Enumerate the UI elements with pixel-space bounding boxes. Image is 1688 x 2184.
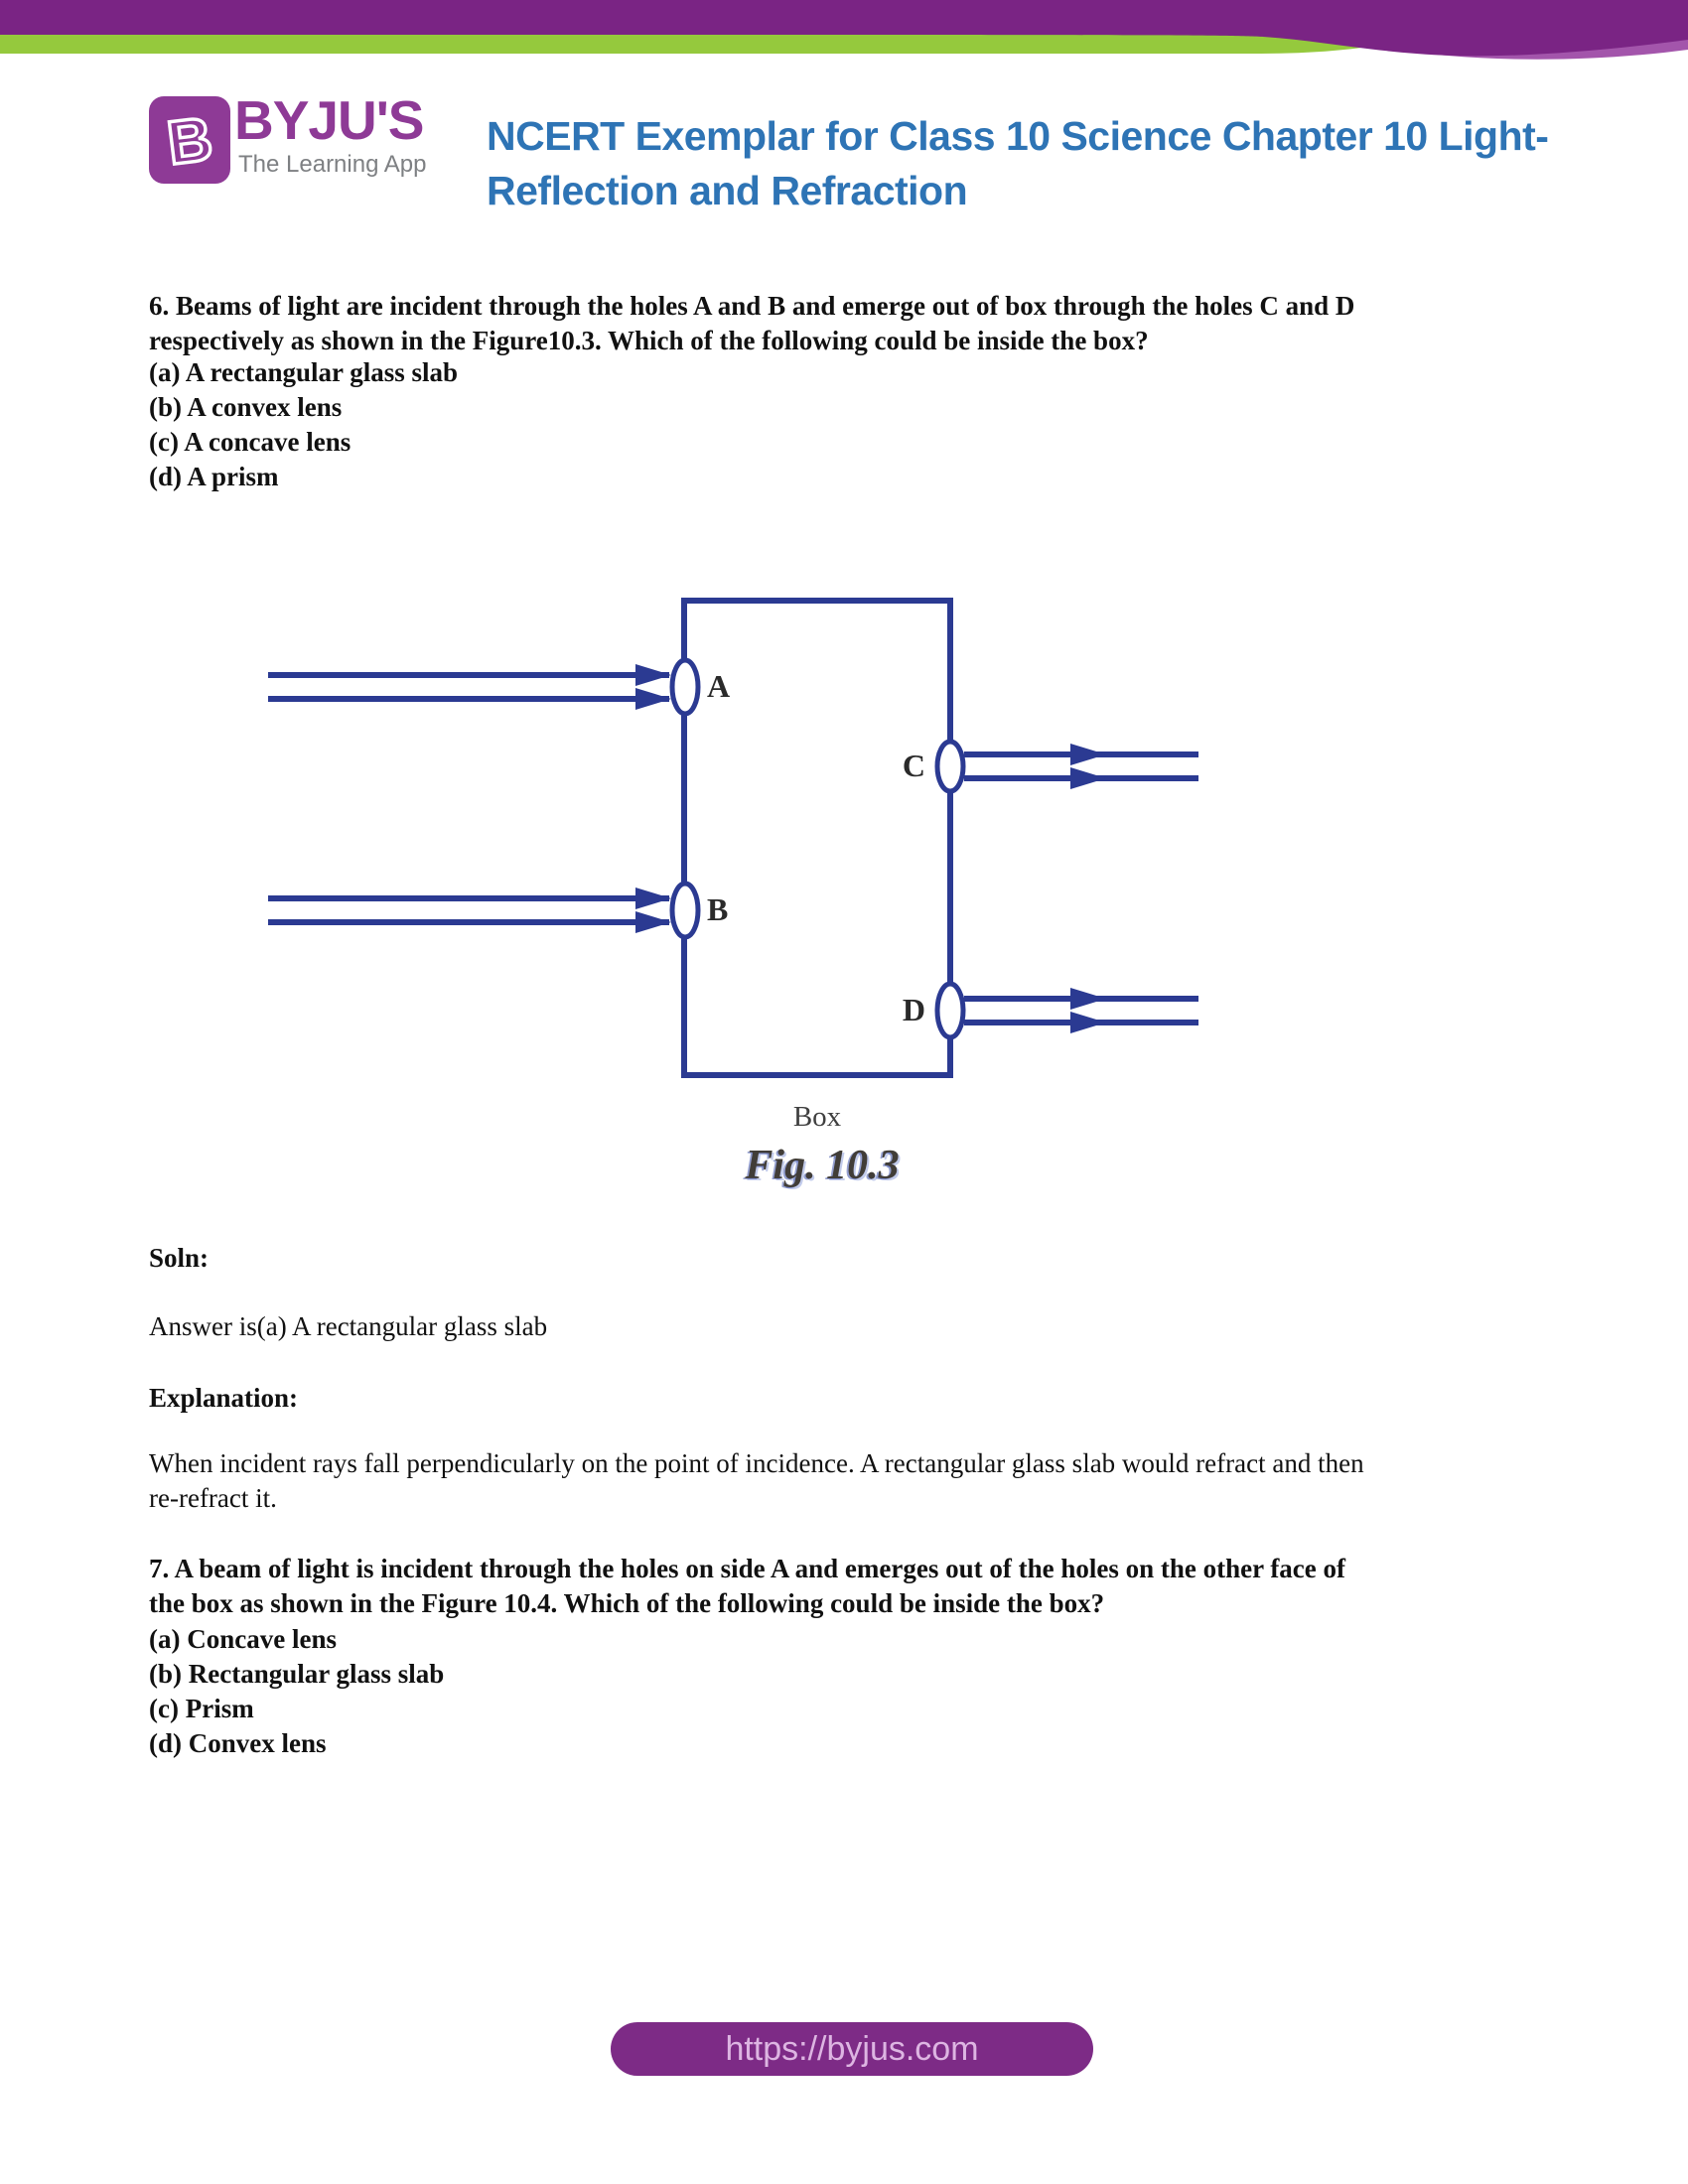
question6-option-d: (d) A prism — [149, 462, 279, 491]
hole-b-oval — [672, 884, 698, 937]
question7-option-b: (b) Rectangular glass slab — [149, 1659, 445, 1689]
question7-text-line1: 7. A beam of light is incident through the holes on side A and emerges out of the holes on the other face of — [149, 1554, 1346, 1583]
explanation-label: Explanation: — [149, 1383, 299, 1413]
question6-option-c: (c) A concave lens — [149, 427, 352, 457]
byjus-wordmark: BYJU'S — [234, 89, 424, 151]
header-green-band — [0, 35, 1388, 54]
question7-option-a: (a) Concave lens — [149, 1624, 337, 1654]
hole-c-oval — [937, 742, 963, 791]
figure-caption: Fig. 10.3 — [745, 1143, 900, 1188]
logo-b-letter: B — [163, 104, 216, 179]
soln-label: Soln: — [149, 1243, 210, 1273]
page-title — [487, 109, 1579, 218]
question6-text-line2: respectively as shown in the Figure10.3. Which of the following could be inside the box? — [149, 326, 1149, 355]
byjus-tagline: The Learning App — [238, 151, 427, 178]
hole-a-oval — [672, 660, 698, 714]
question7-option-d: (d) Convex lens — [149, 1728, 327, 1758]
question6-option-b: (b) A convex lens — [149, 392, 343, 422]
hole-b-label: B — [707, 891, 729, 927]
byjus-logo-mark — [149, 96, 230, 184]
question6-text-line1: 6. Beams of light are incident through the holes A and B and emerge out of box through the holes C and D — [149, 291, 1355, 321]
beam-arrowheads — [635, 664, 1106, 1033]
figure-10-3-diagram — [0, 556, 1688, 1211]
byjus-url-link[interactable]: https://byjus.com — [611, 2022, 1093, 2076]
box-label: Box — [792, 1101, 842, 1133]
explanation-line2: re-refract it. — [149, 1483, 277, 1513]
question6-option-a: (a) A rectangular glass slab — [149, 357, 459, 387]
page-title-line2: Reflection and Refraction — [487, 168, 968, 213]
question7-option-c: (c) Prism — [149, 1694, 254, 1723]
hole-c-label: C — [902, 748, 925, 783]
question7-text-line2: the box as shown in the Figure 10.4. Which of the following could be inside the box? — [149, 1588, 1105, 1618]
hole-a-label: A — [707, 668, 731, 704]
hole-d-oval — [937, 984, 963, 1037]
hole-d-label: D — [902, 992, 925, 1027]
answer-text: Answer is(a) A rectangular glass slab — [149, 1311, 548, 1341]
page-title-line1: NCERT Exemplar for Class 10 Science Chapter 10 Light- — [487, 113, 1549, 159]
explanation-line1: When incident rays fall perpendicularly on the point of incidence. A rectangular glass slab would refract and then — [149, 1448, 1364, 1478]
